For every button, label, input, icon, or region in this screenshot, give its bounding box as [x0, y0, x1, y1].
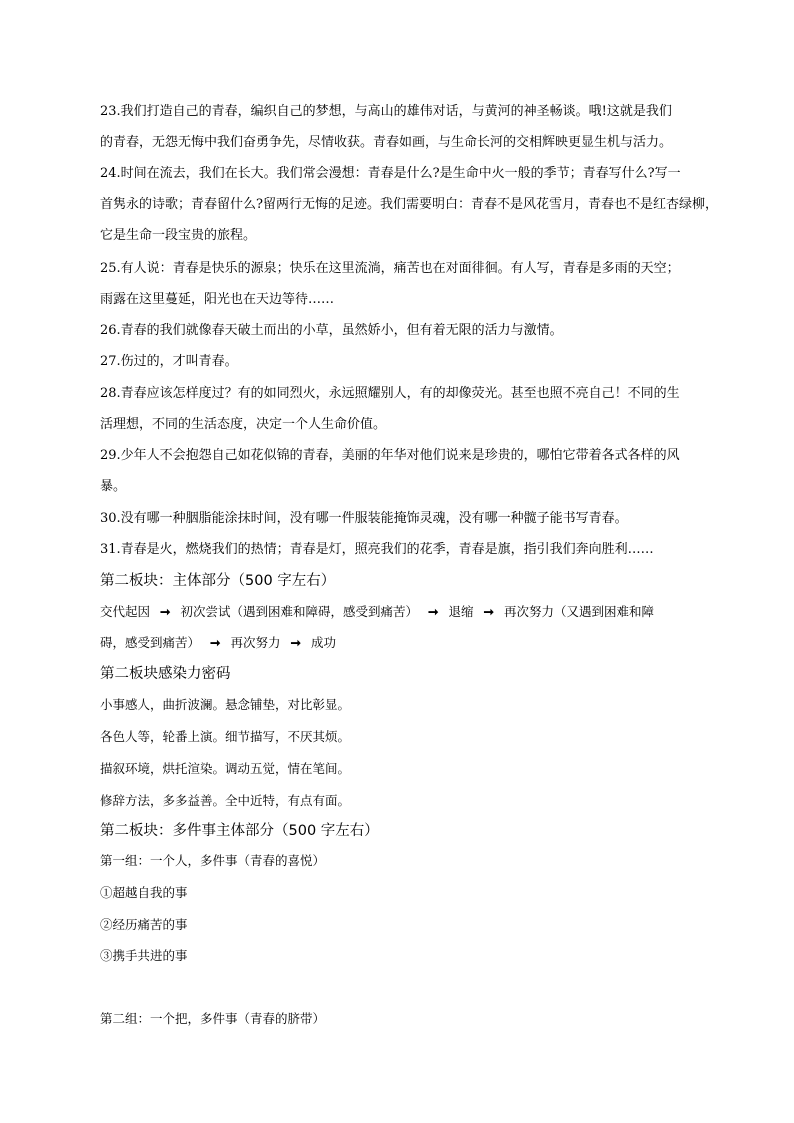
flow-line-2	[100, 627, 336, 658]
paragraph-line: 27.伤过的，才叫青春。	[100, 354, 238, 369]
group-2-title: 第二组：一个把，多件事（青春的脐带）	[100, 1011, 326, 1026]
paragraph-24	[100, 158, 722, 251]
arrow-icon: ➞	[428, 604, 439, 619]
paragraph-line: 26.青春的我们就像春天破土而出的小草，虽然娇小，但有着无限的活力与激情。	[100, 323, 563, 338]
arrow-icon: ➞	[290, 635, 301, 650]
paragraph-line: 的青春，无怨无悔中我们奋勇争先，尽情收获。青春如画，与生命长河的交相辉映更显生机与活力。	[100, 135, 673, 150]
paragraph-line: 它是生命一段宝贵的旅程。	[100, 228, 257, 243]
paragraph-31	[100, 534, 722, 565]
flow-step: 成功	[311, 635, 337, 650]
paragraph-line: 首隽永的诗歌；青春留什么?留两行无悔的足迹。我们需要明白：青春不是风花雪月，青春也不是红杏绿柳，	[100, 197, 718, 212]
paragraph-line: 23.我们打造自己的青春，编织自己的梦想，与高山的雄伟对话，与黄河的神圣畅谈。哦!这就是我们	[100, 104, 672, 119]
paragraph-27	[100, 346, 722, 377]
arrow-icon: ➞	[210, 635, 221, 650]
flow-step: 初次尝试（遇到困难和障碍，感受到痛苦）	[180, 604, 419, 619]
paragraph-line: 活理想，不同的生活态度，决定一个人生命价值。	[100, 417, 387, 432]
paragraph-line: 28.青春应该怎样度过？有的如同烈火，永远照耀别人，有的却像荧光。甚至也照不亮自己！不同的生	[100, 386, 680, 401]
paragraph-26	[100, 315, 722, 346]
section-heading-main-body: 第二板块：主体部分（500 字左右）	[100, 573, 336, 589]
flow-step: 交代起因	[100, 604, 151, 619]
event-item: ③携手共进的事	[100, 948, 188, 963]
arrow-icon: ➞	[483, 604, 494, 619]
event-item: ①超越自我的事	[100, 885, 188, 900]
paragraph-25	[100, 253, 722, 315]
flow-step: 退缩	[448, 604, 474, 619]
paragraph-line: 雨露在这里蔓延，阳光也在天边等待……	[100, 292, 335, 307]
paragraph-23	[100, 96, 722, 158]
paragraph-29	[100, 440, 722, 502]
paragraph-30	[100, 503, 722, 534]
flow-line-1	[100, 596, 654, 627]
appeal-line: 描叙环境，烘托渲染。调动五觉，情在笔间。	[100, 761, 351, 776]
paragraph-line: 31.青春是火，燃烧我们的热情；青春是灯，照亮我们的花季，青春是旗，指引我们奔向胜利……	[100, 542, 654, 557]
flow-step: 碍，感受到痛苦）	[100, 635, 201, 650]
paragraph-line: 29.少年人不会抱怨自己如花似锦的青春，美丽的年华对他们说来是珍贵的，哪怕它带着各式各样的风	[100, 448, 680, 463]
paragraph-line: 24.时间在流去，我们在长大。我们常会漫想：青春是什么?是生命中火一般的季节；青春写什么?写一	[100, 166, 681, 181]
section-heading-multi-event: 第二板块：多件事主体部分（500 字左右）	[100, 823, 379, 839]
appeal-line: 修辞方法，多多益善。全中近特，有点有面。	[100, 793, 351, 808]
appeal-line: 小事感人，曲折波澜。悬念铺垫，对比彰显。	[100, 697, 351, 712]
paragraph-28	[100, 378, 722, 440]
arrow-icon: ➞	[160, 604, 171, 619]
flow-step: 再次努力（又遇到困难和障	[504, 604, 655, 619]
paragraph-line: 25.有人说：青春是快乐的源泉；快乐在这里流淌，痛苦也在对面徘徊。有人写，青春是多雨的天空；	[100, 261, 680, 276]
flow-step: 再次努力	[230, 635, 281, 650]
event-item: ②经历痛苦的事	[100, 917, 188, 932]
group-1-title: 第一组：一个人，多件事（青春的喜悦）	[100, 853, 326, 868]
paragraph-line: 暴。	[100, 479, 127, 494]
appeal-line: 各色人等，轮番上演。细节描写，不厌其烦。	[100, 729, 351, 744]
paragraph-line: 30.没有哪一种胭脂能涂抹时间，没有哪一件服装能掩饰灵魂，没有哪一种髋子能书写青春。	[100, 511, 628, 526]
section-heading-appeal-code: 第二板块感染力密码	[100, 666, 231, 682]
